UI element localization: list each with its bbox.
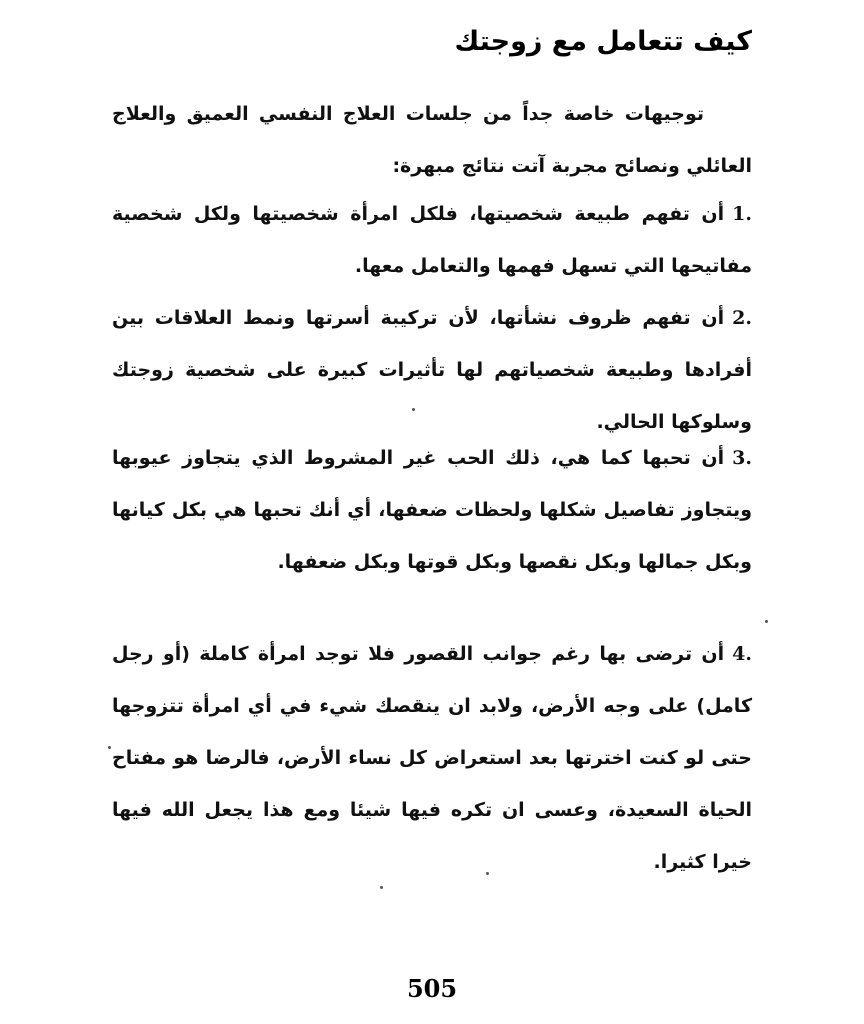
list-item-text: أن ترضى بها رغم جوانب القصور فلا توجد امرأة كاملة (أو رجل كامل) على وجه الأرض، ولابد ان ينقصك شيء في أي امرأة تتزوجها حتى لو كنت اخترتها بعد استعراض كل نساء الأرض، فالرضا هو مفتاح الحياة السعيدة، وعسى ان تكره فيها شيئا ومع هذا يجعل الله فيها خيرا كثيرا. bbox=[112, 643, 752, 873]
list-item-number: 2. bbox=[732, 307, 752, 329]
intro-paragraph: توجيهات خاصة جداً من جلسات العلاج النفسي العميق والعلاج العائلي ونصائح مجربة آتت نتائج مبهرة: bbox=[112, 103, 752, 177]
list-item-4 bbox=[112, 628, 752, 888]
list-item-text: أن تحبها كما هي، ذلك الحب غير المشروط الذي يتجاوز عيوبها ويتجاوز تفاصيل شكلها ولحظات ضعفها، أي أنك تحبها هي بكل كيانها وبكل جمالها وبكل نقصها وبكل قوتها وبكل ضعفها. bbox=[112, 447, 752, 573]
list-item-2 bbox=[112, 292, 752, 448]
page-title: كيف تتعامل مع زوجتك bbox=[454, 26, 752, 57]
scan-speck bbox=[108, 746, 111, 749]
scan-speck bbox=[412, 408, 415, 411]
list-item-number: 4. bbox=[732, 643, 752, 665]
list-item-3 bbox=[112, 432, 752, 588]
list-item-number: 3. bbox=[732, 447, 752, 469]
list-item-text: أن تفهم طبيعة شخصيتها، فلكل امرأة شخصيتها ولكل شخصية مفاتيحها التي تسهل فهمها والتعامل معها. bbox=[112, 203, 752, 277]
page-number: 505 bbox=[406, 974, 458, 1003]
list-item-1 bbox=[112, 188, 752, 292]
list-item-number: 1. bbox=[732, 203, 752, 225]
scan-speck bbox=[765, 620, 768, 623]
list-item-text: أن تفهم ظروف نشأتها، لأن تركيبة أسرتها ونمط العلاقات بين أفرادها وطبيعة شخصياتهم لها تأثيرات كبيرة على شخصية زوجتك وسلوكها الحالي. bbox=[112, 307, 752, 433]
scan-speck bbox=[380, 886, 383, 889]
scan-speck bbox=[486, 872, 489, 875]
